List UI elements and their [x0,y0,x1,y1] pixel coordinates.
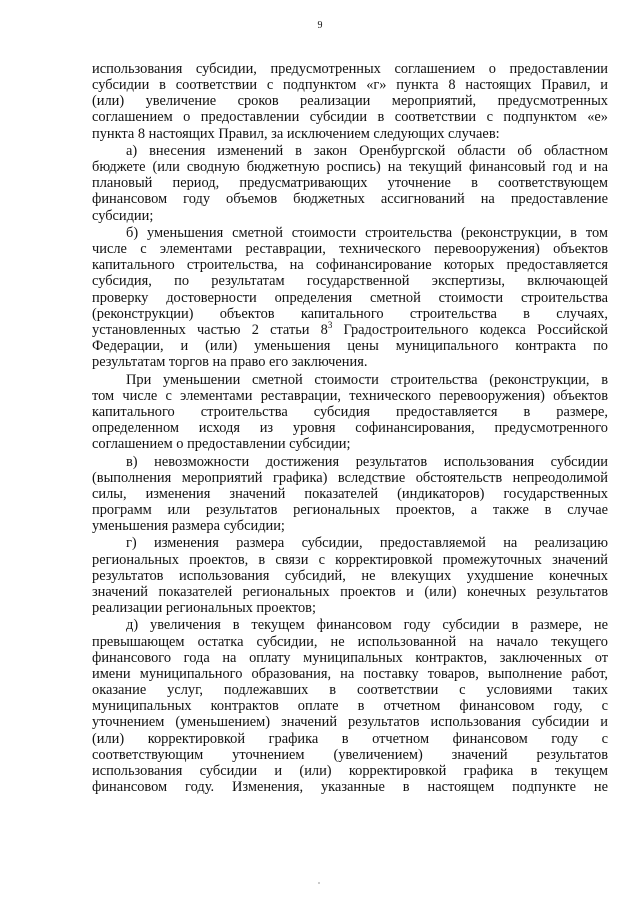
scan-speck [318,882,320,884]
text-line: соответствующим уточнением (увеличением) значений результатов [92,746,608,763]
text-line: капитального строительства субсидия предоставляется в размере, [92,403,608,420]
document-body [92,61,608,796]
paragraph-item-v [92,454,608,535]
text-line: реализации региональных проектов; [92,600,316,617]
text-segment: Градостроительного кодекса Российской [332,321,608,338]
text-line: оказание услуг, подлежавших в соответствии с условиями таких [92,682,608,699]
text-line: Федерации, и (или) уменьшения цены муниципального контракта по [92,338,608,355]
text-line: (реконструкции) объектов капитального строительства в случаях, [92,305,608,322]
text-line: субсидия, по результатам государственной экспертизы, включающей [92,273,608,290]
text-line: (или) корректировкой графика в отчетном финансовом году с [92,730,608,747]
text-line: финансовом году объемов бюджетных ассигнований на предоставление [92,191,608,208]
page-number: 9 [317,20,323,31]
text-line: соглашением о предоставлении субсидии; [92,436,351,453]
text-line: уточнением (уменьшением) значений результатов использования субсидии и [92,714,608,731]
text-line: превышающем остатка субсидии, не использованной на начало текущего [92,633,608,650]
text-line: капитального строительства, на софинансирование которых предоставляется [92,257,608,274]
text-line: соглашением о предоставлении субсидии в соответствии с подпунктом «е» [92,109,608,126]
text-line: в) невозможности достижения результатов использования субсидии [126,453,608,470]
text-line: бюджете (или сводную бюджетную роспись) на текущий финансовый год и на [92,159,608,176]
text-line: числе с элементами реставрации, технического перевооружения) объектов [92,241,608,258]
paragraph-reduction [92,372,608,453]
text-line: пункта 8 настоящих Правил, за исключением следующих случаев: [92,125,500,142]
text-line: финансового года на оплату муниципальных контрактов, заключенных от [92,649,608,666]
text-line: использования субсидии, предусмотренных соглашением о предоставлении [92,61,608,77]
text-line: г) изменения размера субсидии, предоставляемой на реализацию [126,535,608,552]
paragraph-item-a [92,143,608,224]
text-line: субсидии; [92,207,154,224]
text-line-with-superscript [92,322,608,338]
text-line: значений показателей региональных проектов и (или) конечных результатов [92,583,608,600]
paragraph-item-g [92,535,608,616]
text-line: том числе с элементами реставрации, технического перевооружения) объектов [92,387,608,404]
text-line: б) уменьшения сметной стоимости строительства (реконструкции, в том [126,224,608,241]
text-line: результатам торгов на право его заключения. [92,354,368,371]
text-line: муниципальных контрактов оплате в отчетном финансовом году, с [92,698,608,715]
text-line: д) увеличения в текущем финансовом году субсидии в размере, не [126,617,608,634]
text-line: программ или результатов региональных проектов, а также в случае [92,501,608,518]
text-line: При уменьшении сметной стоимости строительства (реконструкции, в [126,371,608,388]
paragraph-item-d [92,617,608,795]
text-line: плановый период, предусматривающих уточнение в соответствующем [92,175,608,192]
text-line: финансовом году. Изменения, указанные в настоящем подпункте не [92,779,608,795]
text-line: силы, изменения значений показателей (индикаторов) государственных [92,485,608,502]
text-line: а) внесения изменений в закон Оренбургской области об областном [126,142,608,159]
text-line: (выполнения мероприятий графика) вследствие обстоятельств непреодолимой [92,469,608,486]
text-line: имени муниципального образования, на поставку товаров, выполнение работ, [92,665,608,682]
text-line: определенном исходя из уровня софинансирования, предусмотренного [92,420,608,436]
text-line: субсидии в соответствии с подпунктом «г» пункта 8 настоящих Правил, и [92,77,608,94]
text-line: использования субсидии и (или) корректировкой графика в текущем [92,762,608,779]
paragraph-item-b [92,225,608,370]
text-line: проверку достоверности определения сметной стоимости строительства [92,289,608,306]
paragraph-intro [92,61,608,142]
text-segment: установленных частью 2 статьи 8 [92,321,328,338]
text-line: уменьшения размера субсидии; [92,518,285,535]
superscript: 3 [327,320,333,331]
text-line: результатов использования субсидий, не влекущих ухудшение конечных [92,567,608,584]
text-line: (или) увеличение сроков реализации мероприятий, предусмотренных [92,93,608,110]
text-line: региональных проектов, в связи с корректировкой промежуточных значений [92,551,608,568]
